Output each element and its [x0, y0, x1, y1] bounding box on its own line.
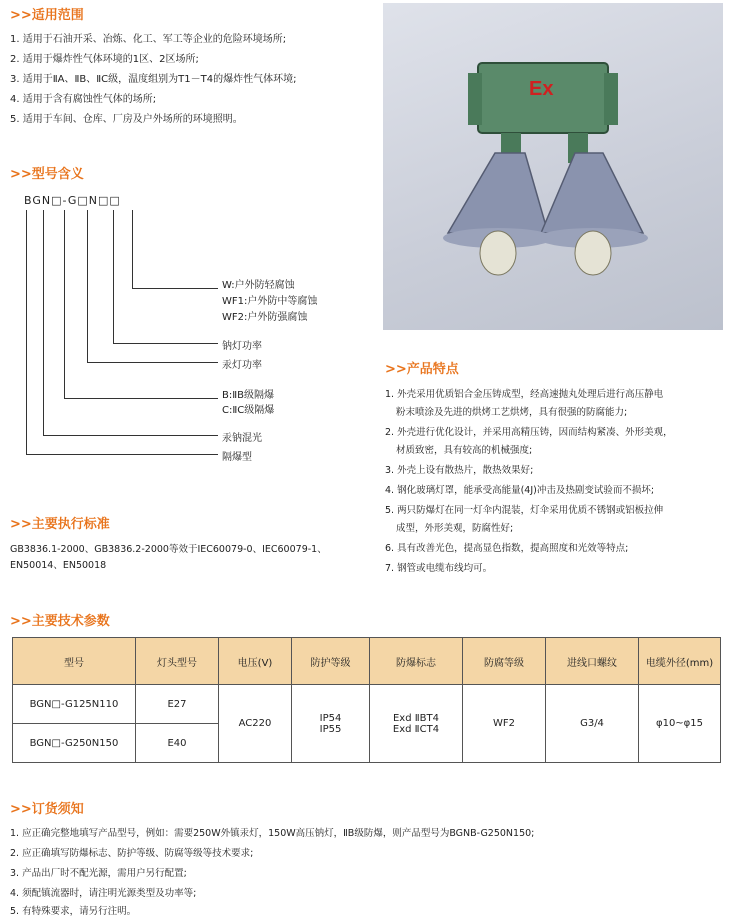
feature-line-3: 2. 外壳进行优化设计，并采用高精压铸，因而结构紧凑、外形美观， [385, 427, 673, 438]
order-item-5: 5. 有特殊要求，请另行注明。 [10, 906, 137, 917]
label-grade-c: C:ⅡC级隔爆 [222, 405, 275, 416]
feature-line-8: 成型，外形美观，防腐性好; [396, 523, 514, 534]
label-w: W:户外防轻腐蚀 [222, 280, 295, 291]
ip-value-2: IP55 [319, 723, 342, 735]
header-ex: 防爆标志 [370, 638, 463, 685]
cell-voltage: AC220 [219, 685, 292, 763]
scope-item-2: 2. 适用于爆炸性气体环境的1区、2区场所; [10, 54, 199, 65]
params-table [12, 637, 721, 763]
order-item-3: 3. 产品出厂时不配光源，需用户另行配置; [10, 868, 187, 879]
feature-line-2: 粉末喷涂及先进的烘烤工艺烘烤，具有很强的防腐能力; [396, 407, 628, 418]
label-mercury-power: 汞灯功率 [222, 360, 262, 371]
model-title: >>型号含义 [10, 167, 84, 182]
header-ip: 防护等级 [292, 638, 370, 685]
ip-value-1: IP54 [319, 712, 342, 724]
order-item-2: 2. 应正确填写防爆标志、防护等级、防腐等级等技术要求; [10, 848, 254, 859]
order-item-1: 1. 应正确完整地填写产品型号，例如：需要250W外镇汞灯，150W高压钠灯，ⅡB级防爆，则产品型号为BGNB-G250N150; [10, 828, 535, 839]
scope-item-3: 3. 适用于ⅡA、ⅡB、ⅡC级，温度组别为T1－T4的爆炸性气体环境; [10, 74, 297, 85]
features-title: >>产品特点 [385, 362, 459, 377]
cell-model-2: BGN□-G250N150 [13, 724, 136, 763]
label-wf1: WF1:户外防中等腐蚀 [222, 296, 318, 307]
table-row [13, 685, 721, 724]
scope-item-1: 1. 适用于石油开采、冶炼、化工、军工等企业的危险环境场所; [10, 34, 287, 45]
header-model: 型号 [13, 638, 136, 685]
feature-line-5: 3. 外壳上设有散热片，散热效果好; [385, 465, 534, 476]
standard-line-2: EN50014、EN50018 [10, 560, 107, 571]
params-title: >>主要技术参数 [10, 614, 110, 629]
cell-ex [370, 685, 463, 763]
ex-value-1: Exd ⅡBT4 [392, 712, 439, 724]
order-item-4: 4. 须配镇流器时，请注明光源类型及功率等; [10, 888, 197, 899]
table-header-row [13, 638, 721, 685]
label-grade-b: B:ⅡB级隔爆 [222, 390, 275, 401]
scope-item-5: 5. 适用于车间、仓库、厂房及户外场所的环境照明。 [10, 114, 243, 125]
feature-line-7: 5. 两只防爆灯在同一灯伞内混装，灯伞采用优质不锈钢或铝板拉伸 [385, 505, 664, 516]
label-sodium-power: 钠灯功率 [222, 341, 262, 352]
product-photo [383, 3, 723, 330]
feature-line-4: 材质致密，具有较高的机械强度; [396, 445, 533, 456]
cell-cap-2: E40 [136, 724, 219, 763]
model-code: BGN□-G□N□□ [24, 194, 121, 207]
feature-line-6: 4. 钢化玻璃灯罩，能承受高能量(4J)冲击及热剧变试验而不损坏; [385, 485, 655, 496]
header-cable: 电缆外径(mm) [639, 638, 721, 685]
label-wf2: WF2:户外防强腐蚀 [222, 312, 308, 323]
scope-title: >>适用范围 [10, 8, 84, 23]
cell-anticorrosion: WF2 [463, 685, 546, 763]
label-mixed-light: 汞钠混光 [222, 433, 262, 444]
ex-value-2: Exd ⅡCT4 [392, 723, 440, 735]
cell-thread: G3/4 [546, 685, 639, 763]
feature-line-9: 6. 具有改善光色，提高显色指数，提高照度和光效等特点; [385, 543, 629, 554]
header-anticorrosion: 防腐等级 [463, 638, 546, 685]
order-title: >>订货须知 [10, 802, 84, 817]
feature-line-1: 1. 外壳采用优质铝合金压铸成型，经高速抛丸处理后进行高压静电 [385, 389, 664, 400]
header-thread: 进线口螺纹 [546, 638, 639, 685]
cell-ip [292, 685, 370, 763]
standard-line-1: GB3836.1-2000、GB3836.2-2000等效于IEC60079-0、IEC60079-1、 [10, 544, 327, 555]
scope-item-4: 4. 适用于含有腐蚀性气体的场所; [10, 94, 157, 105]
cell-cable: φ10~φ15 [639, 685, 721, 763]
cell-cap-1: E27 [136, 685, 219, 724]
header-voltage: 电压(V) [219, 638, 292, 685]
header-cap: 灯头型号 [136, 638, 219, 685]
label-explosion-proof: 隔爆型 [222, 452, 252, 463]
explosion-proof-lamp-image [383, 3, 723, 330]
cell-model-1: BGN□-G125N110 [13, 685, 136, 724]
feature-line-10: 7. 钢管或电缆布线均可。 [385, 563, 493, 574]
ex-mark: Ex [529, 78, 554, 100]
standards-title: >>主要执行标准 [10, 517, 110, 532]
